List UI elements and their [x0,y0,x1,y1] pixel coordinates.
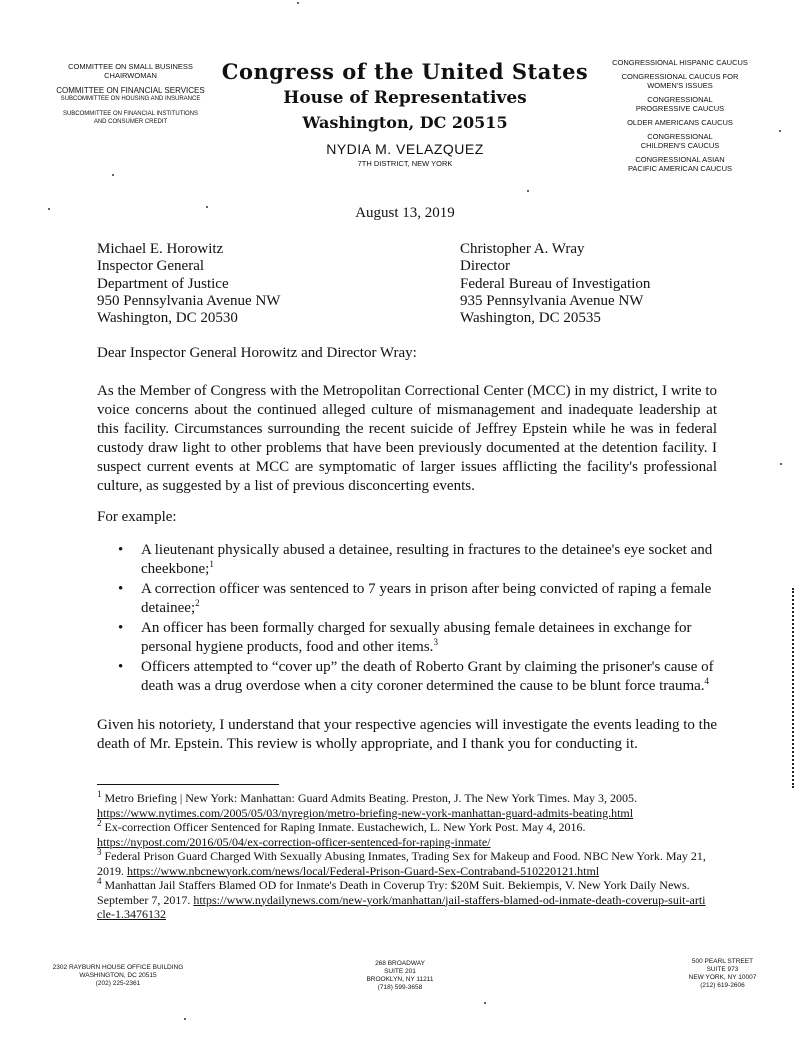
footer-line: SUITE 973 [706,966,739,973]
house-title: House of Representatives [283,88,527,108]
recipient-address-left [97,241,280,327]
scan-speck [527,190,529,192]
footnote-number: 2 [97,818,102,828]
address-line: Inspector General [97,258,205,275]
footnotes [97,791,707,922]
footnote-text: Manhattan Jail Staffers Blamed OD for Inmate's Death in Coverup Try: $20M Suit. Bekiempis, V. New York Daily News. September 7, 2017. [97,878,690,907]
scan-edge-mark [792,588,796,788]
salutation: Dear Inspector General Horowitz and Director Wray: [97,345,417,361]
caucus [590,58,770,67]
caucus-line: WOMEN'S ISSUES [647,81,713,90]
caucus-line: CONGRESSIONAL ASIAN [635,155,725,164]
city-line: Washington, DC 20515 [302,113,508,132]
footer-line: SUITE 201 [384,968,416,975]
footnote-link[interactable]: https://www.nydailynews.com/new-york/manhattan/jail-staffers-blamed-od-inmate-death-coverup-suit-article-1.3476132 [97,892,706,921]
letterhead-caucuses [590,58,770,178]
footnote [97,849,707,878]
incident-list [118,541,718,697]
caucus [590,155,770,173]
scan-speck [48,208,50,210]
caucus-line: CONGRESSIONAL HISPANIC CAUCUS [612,58,748,67]
list-item [118,658,718,695]
subcommittee-name: SUBCOMMITTEE ON HOUSING AND INSURANCE [60,96,201,102]
address-line: Director [460,258,510,275]
scan-speck [780,463,782,465]
committee-financial-services [28,86,233,104]
footnote-number: 1 [97,789,102,799]
footnote-link[interactable]: https://www.nbcnewyork.com/news/local/Federal-Prison-Guard-Sex-Contraband-510220121.html [127,863,600,878]
footnote-text: Metro Briefing | New York: Manhattan: Guard Admits Beating. Preston, J. The New York Times. May 3, 2005. [104,791,637,805]
scan-speck [112,174,114,176]
scan-speck [484,1002,486,1004]
footnote-ref: 4 [704,675,710,686]
list-item-text: An officer has been formally charged for sexually abusing female detainees in exchange for personal hygiene products, food and other items. [141,620,692,655]
list-item-text: A lieutenant physically abused a detainee, resulting in fractures to the detainee's eye socket and cheekbone; [141,542,713,577]
caucus-line: PACIFIC AMERICAN CAUCUS [627,164,733,173]
scan-speck [297,2,299,4]
footnote-ref: 2 [195,597,200,608]
subcommittee-name-cont: AND CONSUMER CREDIT [93,119,168,125]
footnote-text: Federal Prison Guard Charged With Sexually Abusing Inmates, Trading Sex for Makeup and Food. NBC New York. May 21, 2019. [97,849,706,878]
scan-speck [206,206,208,208]
subcommittee-financial-institutions [28,110,233,126]
address-line: Federal Bureau of Investigation [460,275,651,292]
caucus [590,95,770,113]
footnote-link[interactable]: https://nypost.com/2016/05/04/ex-correction-officer-sentenced-for-raping-inmate/ [97,834,491,849]
footer-office-brooklyn [330,960,470,992]
bullet-icon: • [118,581,124,597]
bullet-icon: • [118,620,124,636]
caucus-line: CONGRESSIONAL CAUCUS FOR [621,72,739,81]
list-item [118,580,718,617]
footnote-ref: 3 [433,636,438,647]
footer-line: 500 PEARL STREET [691,958,754,965]
committee-role: CHAIRWOMAN [104,71,157,80]
address-line: Michael E. Horowitz [97,241,224,257]
footnote [97,878,707,922]
footer-office-dc [38,964,198,988]
caucus-line: CONGRESSIONAL [647,95,713,104]
list-item-text: A correction officer was sentenced to 7 years in prison after being convicted of raping a female detainee; [141,581,712,616]
footnote [97,791,707,820]
address-line: Washington, DC 20535 [460,310,601,327]
caucus-line: CONGRESSIONAL [647,132,713,141]
bullet-icon: • [118,542,124,558]
footer-line: 268 BROADWAY [375,960,425,967]
congress-title: Congress of the United States [221,59,589,84]
scan-speck [184,1018,186,1020]
committee-name: COMMITTEE ON SMALL BUSINESS [68,62,193,71]
footnote-divider [97,784,279,785]
footnote-ref: 1 [209,558,214,569]
footer-line: WASHINGTON, DC 20515 [79,972,157,979]
letterhead-title [220,58,590,168]
member-name: NYDIA M. VELAZQUEZ [326,141,484,157]
address-line: 935 Pennsylvania Avenue NW [460,292,644,309]
caucus-line: CHILDREN'S CAUCUS [640,141,720,150]
footer-line: NEW YORK, NY 10007 [688,974,757,981]
footnote-link[interactable]: https://www.nytimes.com/2005/05/03/nyregion/metro-briefing-new-york-manhattan-guard-admits-beating.html [97,805,634,820]
footer-line: (718) 599-3658 [377,984,423,991]
caucus [590,132,770,150]
letterhead-committees [28,62,233,132]
body-paragraph-3: Given his notoriety, I understand that your respective agencies will investigate the events leading to the death of Mr. Epstein. This review is wholly appropriate, and I thank you for conducting it. [97,717,717,752]
address-line: Department of Justice [97,275,229,292]
list-item-text: Officers attempted to “cover up” the death of Roberto Grant by claiming the prisoner's cause of death was a drug overdose when a city coroner determined the cause to be blunt force trauma. [141,659,714,694]
footer-line: (202) 225-2361 [95,980,141,987]
footnote-number: 3 [97,847,102,857]
subcommittee-name: SUBCOMMITTEE ON FINANCIAL INSTITUTIONS [62,111,199,117]
caucus [590,118,770,127]
body-paragraph-2: For example: [97,509,177,525]
footer-line: (212) 619-2606 [700,982,745,989]
caucus [590,72,770,90]
scan-speck [779,130,781,132]
footnote [97,820,707,849]
footnote-text: Ex-correction Officer Sentenced for Raping Inmate. Eustachewich, L. New York Post. May 4, 2016. [104,820,586,834]
list-item [118,541,718,578]
caucus-line: PROGRESSIVE CAUCUS [635,104,725,113]
recipient-address-right [460,241,650,327]
footer-line: 2302 RAYBURN HOUSE OFFICE BUILDING [52,964,184,971]
address-line: Christopher A. Wray [460,241,585,257]
footer-office-manhattan [660,958,785,990]
committee-name: COMMITTEE ON FINANCIAL SERVICES [56,86,205,95]
bullet-icon: • [118,659,124,675]
address-line: 950 Pennsylvania Avenue NW [97,292,281,309]
body-paragraph-1: As the Member of Congress with the Metropolitan Correctional Center (MCC) in my district, I write to voice concerns about the continued alleged culture of mismanagement and inadequate leadership at this facility. Circumstances surrounding the recent suicide of Jeffrey Epstein while he was in federal custody draw light to other problems that have been previously documented at the detention facility. I suspect current events at MCC are symptomatic of larger issues afflicting the facility's professional culture, as suggested by a list of previous disconcerting events. [97,383,717,494]
caucus-line: OLDER AMERICANS CAUCUS [627,118,733,127]
footnote-number: 4 [97,876,102,886]
district-line: 7TH DISTRICT, NEW YORK [357,159,453,168]
committee-small-business [28,62,233,80]
list-item [118,619,718,656]
letter-date: August 13, 2019 [355,205,455,221]
address-line: Washington, DC 20530 [97,310,238,327]
footer-line: BROOKLYN, NY 11211 [366,976,434,983]
